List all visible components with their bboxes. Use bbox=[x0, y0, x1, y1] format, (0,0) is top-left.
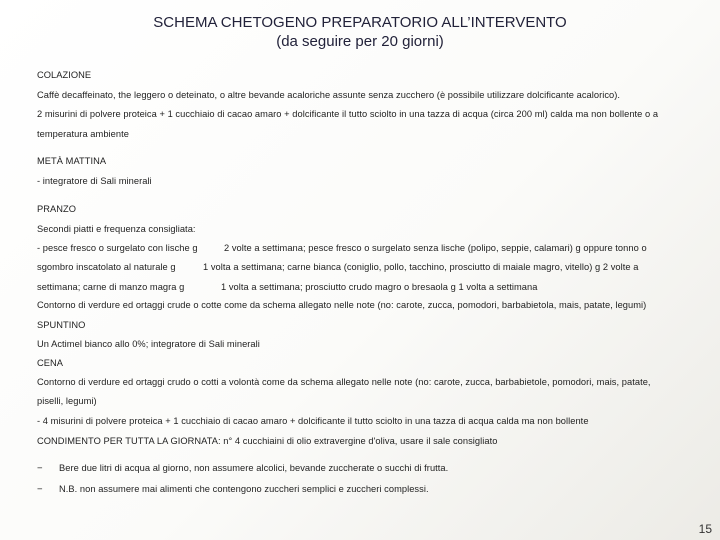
pranzo-row-1-left: - pesce fresco o surgelato con lische g bbox=[37, 243, 198, 253]
pranzo-row-1 bbox=[37, 243, 707, 257]
colazione-line-2: 2 misurini di polvere proteica + 1 cucchiaio di cacao amaro + dolcificante il tutto sciolto in una tazza di acqua (circa 200 ml) calda ma non bollente o a bbox=[37, 109, 659, 119]
page-title: SCHEMA CHETOGENO PREPARATORIO ALL’INTERVENTO bbox=[153, 14, 567, 31]
colazione-line-3: temperatura ambiente bbox=[37, 129, 129, 139]
page-number: 15 bbox=[698, 522, 712, 536]
pranzo-intro: Secondi piatti e frequenza consigliata: bbox=[37, 224, 196, 234]
cena-line-1: Contorno di verdure ed ortaggi crudo o cotti a volontà come da schema allegato nelle note (no: carote, zucca, barbabietole, pomodori, mais, patate, bbox=[37, 377, 651, 387]
spuntino-line-1: Un Actimel bianco allo 0%; integratore di Sali minerali bbox=[37, 339, 260, 349]
section-heading-colazione: COLAZIONE bbox=[37, 70, 92, 80]
section-heading-pranzo: PRANZO bbox=[37, 204, 77, 214]
pranzo-row-2-left: sgombro inscatolato al naturale g bbox=[37, 262, 176, 272]
cena-line-3: - 4 misurini di polvere proteica + 1 cucchiaio di cacao amaro + dolcificante il tutto sciolto in una tazza di acqua calda ma non bollente bbox=[37, 416, 589, 426]
page-subtitle: (da seguire per 20 giorni) bbox=[276, 33, 444, 50]
section-heading-spuntino: SPUNTINO bbox=[37, 320, 86, 330]
cena-line-2: piselli, legumi) bbox=[37, 396, 97, 406]
bullet-text-1: Bere due litri di acqua al giorno, non assumere alcolici, bevande zuccherate o succhi di frutta. bbox=[59, 463, 449, 473]
colazione-line-1: Caffè decaffeinato, the leggero o deteinato, o altre bevande acaloriche assunte senza zucchero (è possibile utilizzare dolcificante acalorico). bbox=[37, 90, 621, 100]
pranzo-row-2 bbox=[37, 262, 707, 276]
condimento-line: CONDIMENTO PER TUTTA LA GIORNATA: n° 4 cucchiaini di olio extravergine d'oliva, usare il sale consigliato bbox=[37, 436, 498, 446]
pranzo-row-3-left: settimana; carne di manzo magra g bbox=[37, 282, 185, 292]
pranzo-row-3-right: 1 volta a settimana; prosciutto crudo magro o bresaola g 1 volta a settimana bbox=[221, 282, 538, 292]
pranzo-row-3 bbox=[37, 282, 707, 296]
meta-mattina-line-1: - integratore di Sali minerali bbox=[37, 176, 152, 186]
section-heading-meta-mattina: METÀ MATTINA bbox=[37, 156, 107, 166]
section-heading-cena: CENA bbox=[37, 358, 64, 368]
pranzo-row-1-right: 2 volte a settimana; pesce fresco o surgelato senza lische (polipo, seppie, calamari) g oppure tonno o bbox=[224, 243, 647, 253]
pranzo-row-2-right: 1 volta a settimana; carne bianca (coniglio, pollo, tacchino, prosciutto di maiale magro, vitello) g 2 volte a bbox=[203, 262, 639, 272]
bullet-text-2: N.B. non assumere mai alimenti che contengono zuccheri semplici e zuccheri complessi. bbox=[59, 484, 429, 494]
bullet-mark-2: − bbox=[37, 484, 43, 495]
pranzo-contorno: Contorno di verdure ed ortaggi crude o cotte come da schema allegato nelle note (no: carote, zucca, pomodori, barbabietola, mais, patate, legumi) bbox=[37, 300, 647, 310]
bullet-mark-1: − bbox=[37, 463, 43, 474]
